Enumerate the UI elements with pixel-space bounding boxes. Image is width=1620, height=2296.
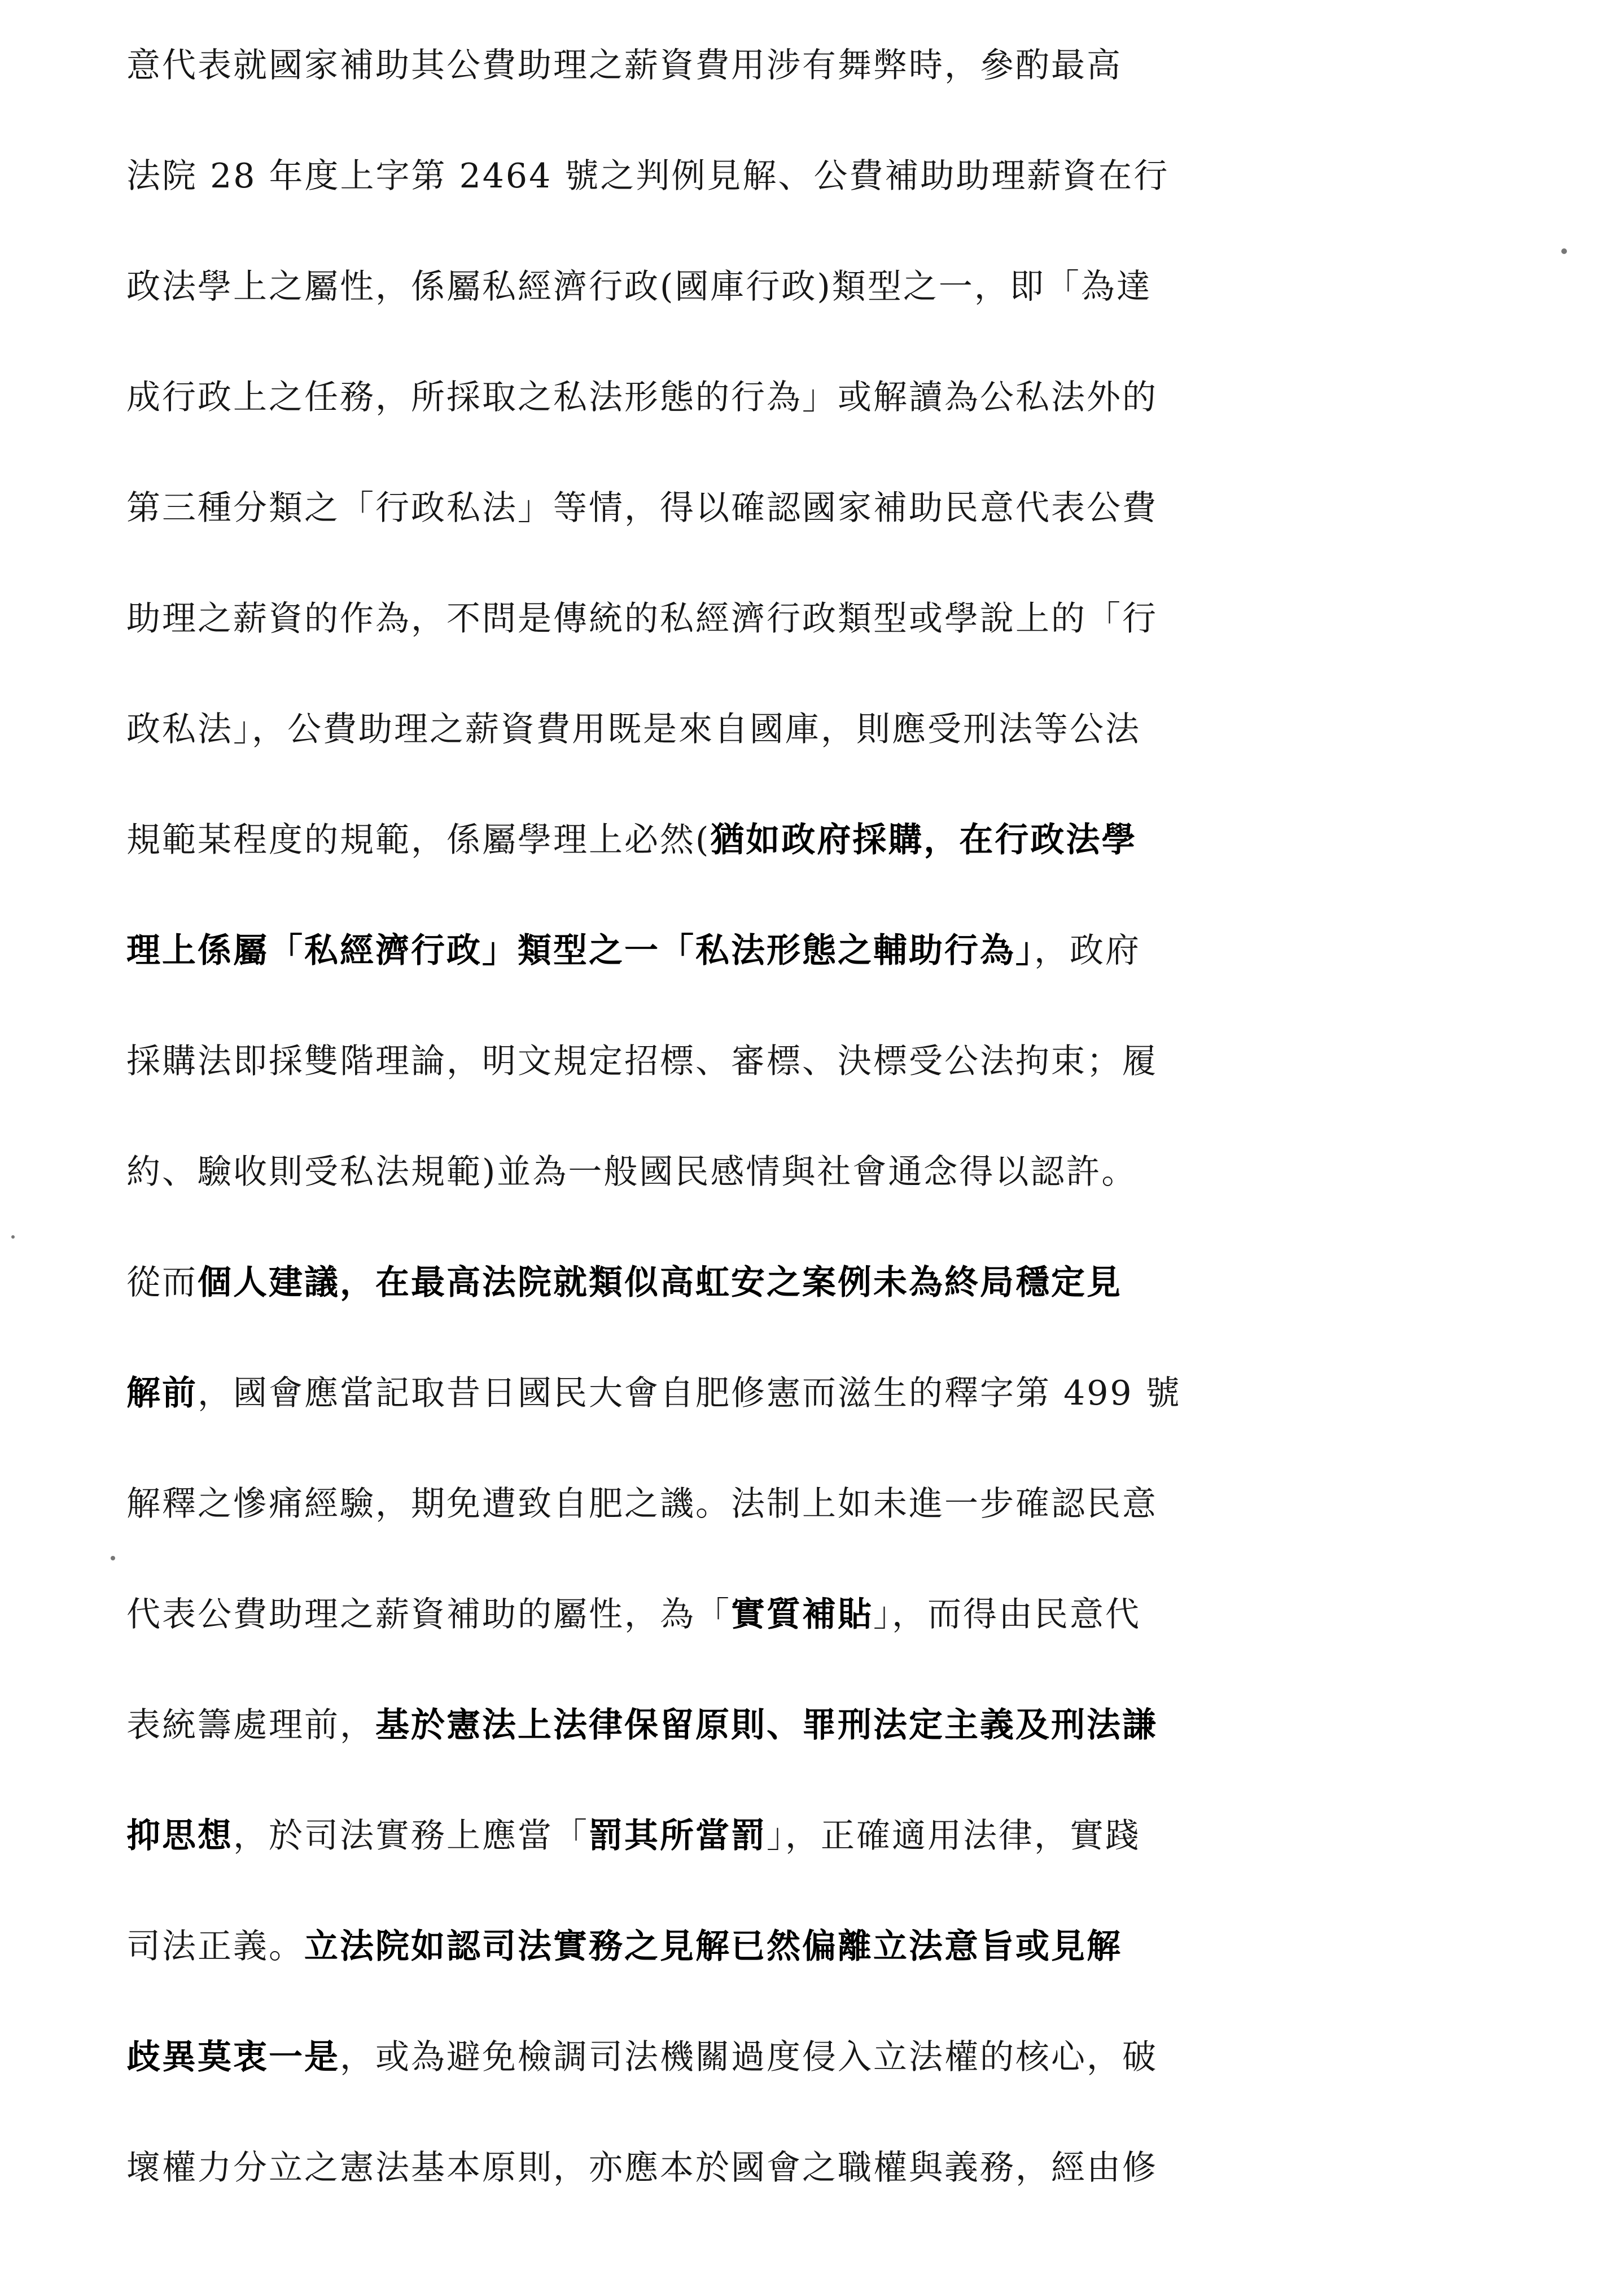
text-segment: 解釋之慘痛經驗，期免遭致自肥之譏。法制上如未進一步確認民意 xyxy=(126,1484,1158,1524)
text-segment: 規範某程度的規範，係屬學理上必然( xyxy=(126,820,711,860)
text-line xyxy=(126,2023,1538,2134)
text-segment: 意代表就國家補助其公費助理之薪資費用涉有舞弊時，參酌最高 xyxy=(126,46,1122,85)
text-line xyxy=(126,806,1538,917)
bold-text-segment: 罰其所當罰 xyxy=(589,1816,767,1856)
text-line xyxy=(126,1691,1538,1802)
text-line xyxy=(126,32,1538,142)
text-segment: 司法正義。 xyxy=(126,1927,304,1966)
bold-text-segment: 基於憲法上法律保留原則、罪刑法定主義及刑法謙 xyxy=(375,1705,1158,1745)
text-segment: 從而 xyxy=(126,1263,198,1302)
text-line xyxy=(126,1581,1538,1691)
text-segment: 政法學上之屬性，係屬私經濟行政(國庫行政)類型之一，即「為達 xyxy=(126,267,1152,307)
text-line xyxy=(126,364,1538,474)
bold-text-segment: 理上係屬「私經濟行政」類型之一「私法形態之輔助行為」 xyxy=(126,931,1034,970)
text-segment: ，國會應當記取昔日國民大會自肥修憲而滋生的釋字第 499 號 xyxy=(198,1374,1181,1413)
text-segment: 成行政上之任務，所採取之私法形態的行為」或解讀為公私法外的 xyxy=(126,378,1158,417)
text-line xyxy=(126,1249,1538,1359)
text-segment: 表統籌處理前， xyxy=(126,1705,375,1745)
text-segment: 」，而得由民意代 xyxy=(873,1595,1141,1634)
text-line xyxy=(126,585,1538,696)
text-line xyxy=(126,1027,1538,1138)
text-line xyxy=(126,1913,1538,2023)
bold-text-segment: 猶如政府採購，在行政法學 xyxy=(710,820,1137,860)
text-segment: ，或為避免檢調司法機關過度侵入立法權的核心，破 xyxy=(340,2037,1158,2077)
text-segment: 」，正確適用法律，實踐 xyxy=(767,1816,1141,1856)
scan-speck xyxy=(111,1556,115,1560)
text-line xyxy=(126,917,1538,1027)
text-line xyxy=(126,253,1538,364)
scan-speck xyxy=(11,1235,15,1239)
text-line xyxy=(126,1802,1538,1913)
bold-text-segment: 歧異莫衷一是 xyxy=(126,2037,340,2077)
bold-text-segment: 立法院如認司法實務之見解已然偏離立法意旨或見解 xyxy=(304,1927,1122,1966)
text-line xyxy=(126,1470,1538,1581)
text-segment: 採購法即採雙階理論，明文規定招標、審標、決標受公法拘束；履 xyxy=(126,1042,1158,1081)
text-segment: 助理之薪資的作為，不問是傳統的私經濟行政類型或學說上的「行 xyxy=(126,599,1158,638)
bold-text-segment: 抑思想 xyxy=(126,1816,233,1856)
text-segment: 約、驗收則受私法規範)並為一般國民感情與社會通念得以認許。 xyxy=(126,1152,1137,1192)
bold-text-segment: 實質補貼 xyxy=(731,1595,873,1634)
text-segment: 第三種分類之「行政私法」等情，得以確認國家補助民意代表公費 xyxy=(126,488,1158,528)
text-line xyxy=(126,1359,1538,1470)
text-line xyxy=(126,2134,1538,2245)
text-segment: 政私法」，公費助理之薪資費用既是來自國庫，則應受刑法等公法 xyxy=(126,710,1141,749)
text-line xyxy=(126,696,1538,806)
text-segment: 代表公費助理之薪資補助的屬性，為「 xyxy=(126,1595,731,1634)
text-line xyxy=(126,142,1538,253)
text-segment: 法院 28 年度上字第 2464 號之判例見解、公費補助助理薪資在行 xyxy=(126,156,1170,196)
text-line xyxy=(126,474,1538,585)
document-body-text xyxy=(126,32,1538,2245)
bold-text-segment: 個人建議，在最高法院就類似高虹安之案例未為終局穩定見 xyxy=(198,1263,1122,1302)
text-segment: 壞權力分立之憲法基本原則，亦應本於國會之職權與義務，經由修 xyxy=(126,2148,1158,2188)
text-line xyxy=(126,1138,1538,1249)
text-segment: ，政府 xyxy=(1034,931,1141,970)
text-segment: ，於司法實務上應當「 xyxy=(233,1816,589,1856)
scan-speck xyxy=(1561,248,1567,254)
bold-text-segment: 解前 xyxy=(126,1374,198,1413)
